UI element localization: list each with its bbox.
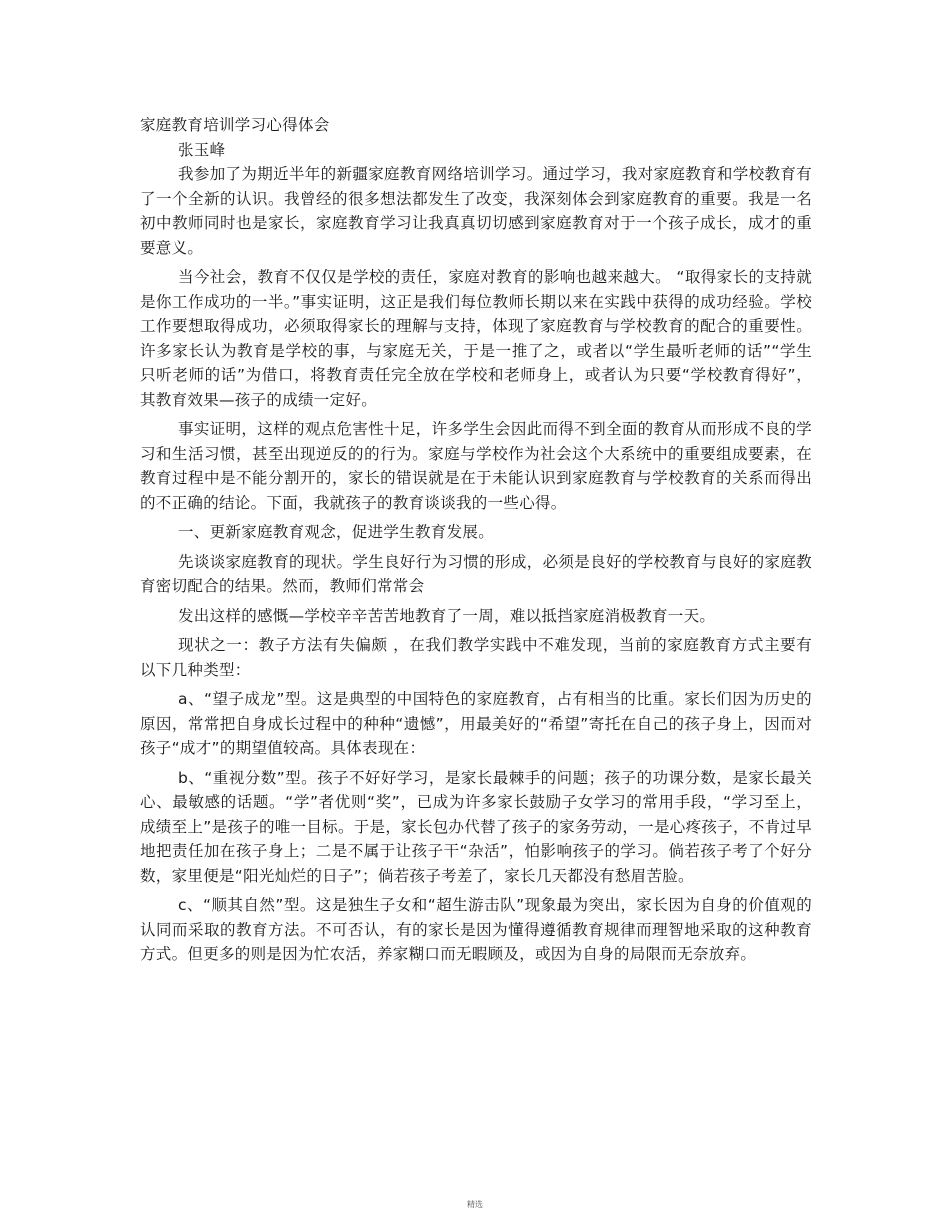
section-heading-1: 一、更新家庭教育观念，促进学生教育发展。 bbox=[178, 523, 495, 541]
paragraph-6: 现状之一：教子方法有失偏颇 ，在我们教学实践中不难发现，当前的家庭教育方式主要有以下几种类型： bbox=[140, 636, 812, 679]
paragraph-3: 事实证明，这样的观点危害性十足，许多学生会因此而得不到全面的教育从而形成不良的学习和生活习惯，甚至出现逆反的的行为。家庭与学校作为社会这个大系统中的重要组成要素，在教育过程中是不能分割开的，家长的错误就是在于未能认识到家庭教育与学校教育的关系而得出的不正确的结论。下面，我就孩子的教育谈谈我的一些心得。 bbox=[140, 420, 812, 512]
paragraph-2: 当今社会，教育不仅仅是学校的责任，家庭对教育的影响也越来越大。 “取得家长的支持就是你工作成功的一半。”事实证明，这正是我们每位教师长期以来在实践中获得的成功经验。学校工作要想取得成功，必须取得家长的理解与支持，体现了家庭教育与学校教育的配合的重要性。许多家长认为教育是学校的事，与家庭无关，于是一推了之，或者以“学生最听老师的话”“学生只听老师的话”为借口，将教育责任完全放在学校和老师身上，或者认为只要“学校教育得好”，其教育效果—孩子的成绩一定好。 bbox=[140, 268, 812, 409]
paragraph-type-c: c、“顺其自然”型。这是独生子女和“超生游击队”现象最为突出，家长因为自身的价值观的认同而采取的教育方法。不可否认，有的家长是因为懂得遵循教育规律而理智地采取的这种教育方式。但更多的则是因为忙农活，养家糊口而无暇顾及，或因为自身的局限而无奈放弃。 bbox=[140, 896, 812, 963]
paragraph-1: 我参加了为期近半年的新疆家庭教育网络培训学习。通过学习，我对家庭教育和学校教育有了一个全新的认识。我曾经的很多想法都发生了改变，我深刻体会到家庭教育的重要。我是一名初中教师同时也是家长，家庭教育学习让我真真切切感到家庭教育对于一个孩子成长，成才的重要意义。 bbox=[140, 165, 812, 257]
paragraph-5: 发出这样的感慨—学校辛辛苦苦地教育了一周，难以抵挡家庭消极教育一天。 bbox=[178, 606, 716, 625]
document-body bbox=[140, 113, 812, 967]
paragraph-type-b: b、“重视分数”型。孩子不好好学习，是家长最棘手的问题；孩子的功课分数，是家长最关心、最敏感的话题。“学”者优则“奖”，已成为许多家长鼓励子女学习的常用手段，“学习至上，成绩至上”是孩子的唯一目标。于是，家长包办代替了孩子的家务劳动，一是心疼孩子，不肯过早地把责任加在孩子身上；二是不属于让孩子干“杂活”，怕影响孩子的学习。倘若孩子考了个好分数，家里便是“阳光灿烂的日子”；倘若孩子考差了，家长几天都没有愁眉苦脸。 bbox=[140, 768, 812, 885]
paragraph-type-a: a、“望子成龙”型。这是典型的中国特色的家庭教育，占有相当的比重。家长们因为历史的原因，常常把自身成长过程中的种种“遗憾”，用最美好的“希望”寄托在自己的孩子身上，因而对孩子“成才”的期望值较高。具体表现在： bbox=[140, 690, 812, 757]
paragraph-4: 先谈谈家庭教育的现状。学生良好行为习惯的形成，必须是良好的学校教育与良好的家庭教育密切配合的结果。然而，教师们常常会 bbox=[140, 552, 812, 595]
page-footer: 精选 bbox=[467, 1200, 483, 1209]
document-author: 张玉峰 bbox=[178, 140, 226, 159]
document-title: 家庭教育培训学习心得体会 bbox=[140, 116, 330, 134]
